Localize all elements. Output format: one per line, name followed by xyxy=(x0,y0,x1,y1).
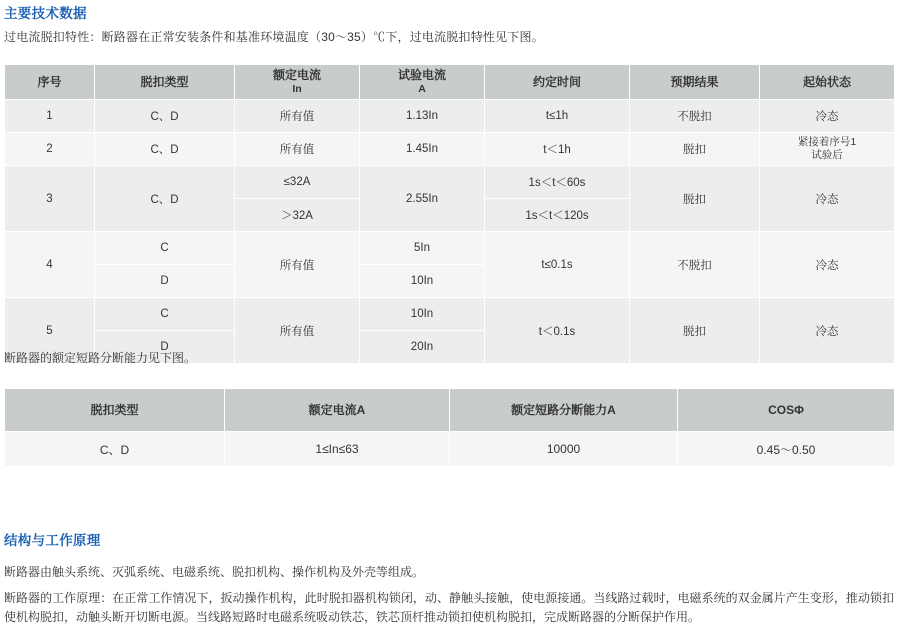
cell-state: 冷态 xyxy=(760,166,895,232)
table-row xyxy=(5,432,895,467)
section-heading-structure: 结构与工作原理 xyxy=(4,533,101,548)
cell-result: 不脱扣 xyxy=(630,232,760,298)
column-header-time-text: 约定时间 xyxy=(532,74,581,89)
column-header-cos-phi: COSΦ xyxy=(678,389,895,432)
cell-type: C xyxy=(95,298,235,331)
column-header-breaking-capacity: 额定短路分断能力A xyxy=(450,389,678,432)
table-row xyxy=(5,133,895,166)
cell-state: 冷态 xyxy=(760,100,895,133)
cell-rated-current-a: 1≤In≤63 xyxy=(225,432,450,467)
column-header-result-text: 预期结果 xyxy=(670,74,719,89)
column-header-no-text: 序号 xyxy=(37,74,62,89)
cell-test-current: 1.13In xyxy=(360,100,485,133)
column-header-test-current-text: 试验电流 xyxy=(397,67,446,82)
table-row xyxy=(5,232,895,265)
table-header xyxy=(5,65,895,100)
column-header-type-text: 脱扣类型 xyxy=(140,74,189,89)
cell-test-current: 20In xyxy=(360,331,485,364)
table-body xyxy=(5,432,895,467)
intro-paragraph-2: 断路器的额定短路分断能力见下图。 xyxy=(4,351,197,365)
column-header-state-text: 起始状态 xyxy=(802,74,851,89)
cell-result: 脱扣 xyxy=(630,298,760,364)
table-row xyxy=(5,298,895,331)
cell-rated-current: 所有值 xyxy=(235,100,360,133)
cell-state xyxy=(760,133,895,166)
cell-rated-current: 所有值 xyxy=(235,232,360,298)
table-row xyxy=(5,100,895,133)
cell-type: C、D xyxy=(95,166,235,232)
cell-result: 不脱扣 xyxy=(630,100,760,133)
structure-paragraph-1: 断路器由触头系统、灭弧系统、电磁系统、脱扣机构、操作机构及外壳等组成。 xyxy=(4,565,425,579)
cell-no: 4 xyxy=(5,232,95,298)
cell-rated-current: ＞32A xyxy=(235,199,360,232)
cell-test-current: 5In xyxy=(360,232,485,265)
cell-time: 1s＜t＜60s xyxy=(485,166,630,199)
column-header-state xyxy=(760,65,895,100)
cell-time: t≤0.1s xyxy=(485,232,630,298)
cell-state: 冷态 xyxy=(760,298,895,364)
trip-characteristics-table xyxy=(4,64,895,364)
column-header-time xyxy=(485,65,630,100)
cell-result: 脱扣 xyxy=(630,166,760,232)
breaking-capacity-table-wrapper xyxy=(4,388,895,467)
breaking-capacity-table xyxy=(4,388,895,467)
cell-state: 冷态 xyxy=(760,232,895,298)
cell-test-current: 2.55In xyxy=(360,166,485,232)
cell-rated-current: 所有值 xyxy=(235,298,360,364)
table-header-row xyxy=(5,65,895,100)
column-header-rated-current-text: 额定电流 xyxy=(272,67,321,82)
column-header-test-current-unit: A xyxy=(418,82,426,95)
cell-type: C xyxy=(95,232,235,265)
cell-time: t＜0.1s xyxy=(485,298,630,364)
column-header-no xyxy=(5,65,95,100)
cell-test-current: 1.45In xyxy=(360,133,485,166)
cell-type: D xyxy=(95,331,235,364)
table-body xyxy=(5,100,895,364)
cell-type: C、D xyxy=(95,100,235,133)
cell-state-line1: 紧接着序号1 xyxy=(797,135,857,148)
cell-no: 1 xyxy=(5,100,95,133)
cell-state-line2: 试验后 xyxy=(811,149,843,161)
intro-paragraph-1: 过电流脱扣特性：断路器在正常安装条件和基准环境温度（30～35）℃下，过电流脱扣特性见下图。 xyxy=(4,30,544,44)
trip-characteristics-table-wrapper xyxy=(4,64,895,364)
cell-time: t≤1h xyxy=(485,100,630,133)
cell-trip-type: C、D xyxy=(5,432,225,467)
cell-rated-current: 所有值 xyxy=(235,133,360,166)
cell-cos-phi: 0.45～0.50 xyxy=(678,432,895,467)
cell-test-current: 10In xyxy=(360,298,485,331)
table-header xyxy=(5,389,895,432)
column-header-test-current xyxy=(360,65,485,100)
column-header-rated-current-a: 额定电流A xyxy=(225,389,450,432)
table-header-row xyxy=(5,389,895,432)
cell-no: 2 xyxy=(5,133,95,166)
cell-time: t＜1h xyxy=(485,133,630,166)
cell-no: 3 xyxy=(5,166,95,232)
column-header-result xyxy=(630,65,760,100)
cell-rated-current: ≤32A xyxy=(235,166,360,199)
cell-no: 5 xyxy=(5,298,95,364)
cell-result: 脱扣 xyxy=(630,133,760,166)
column-header-rated-current-unit: In xyxy=(292,82,302,95)
structure-paragraph-2: 断路器的工作原理：在正常工作情况下，扳动操作机构，此时脱扣器机构锁闭，动、静触头接触，使电源接通。当线路过载时，电磁系统的双金属片产生变形，推动锁扣使机构脱扣，动触头断开切断电源。当线路短路时电磁系统吸动铁芯，铁芯顶杆推动锁扣使机构脱扣，完成断路器的分断保护作用。 xyxy=(4,591,894,625)
page-title: 主要技术数据 xyxy=(4,6,87,21)
cell-type: C、D xyxy=(95,133,235,166)
column-header-rated-current xyxy=(235,65,360,100)
table-row xyxy=(5,166,895,199)
cell-test-current: 10In xyxy=(360,265,485,298)
column-header-trip-type: 脱扣类型 xyxy=(5,389,225,432)
cell-type: D xyxy=(95,265,235,298)
cell-breaking-capacity: 10000 xyxy=(450,432,678,467)
column-header-type xyxy=(95,65,235,100)
cell-time: 1s＜t＜120s xyxy=(485,199,630,232)
